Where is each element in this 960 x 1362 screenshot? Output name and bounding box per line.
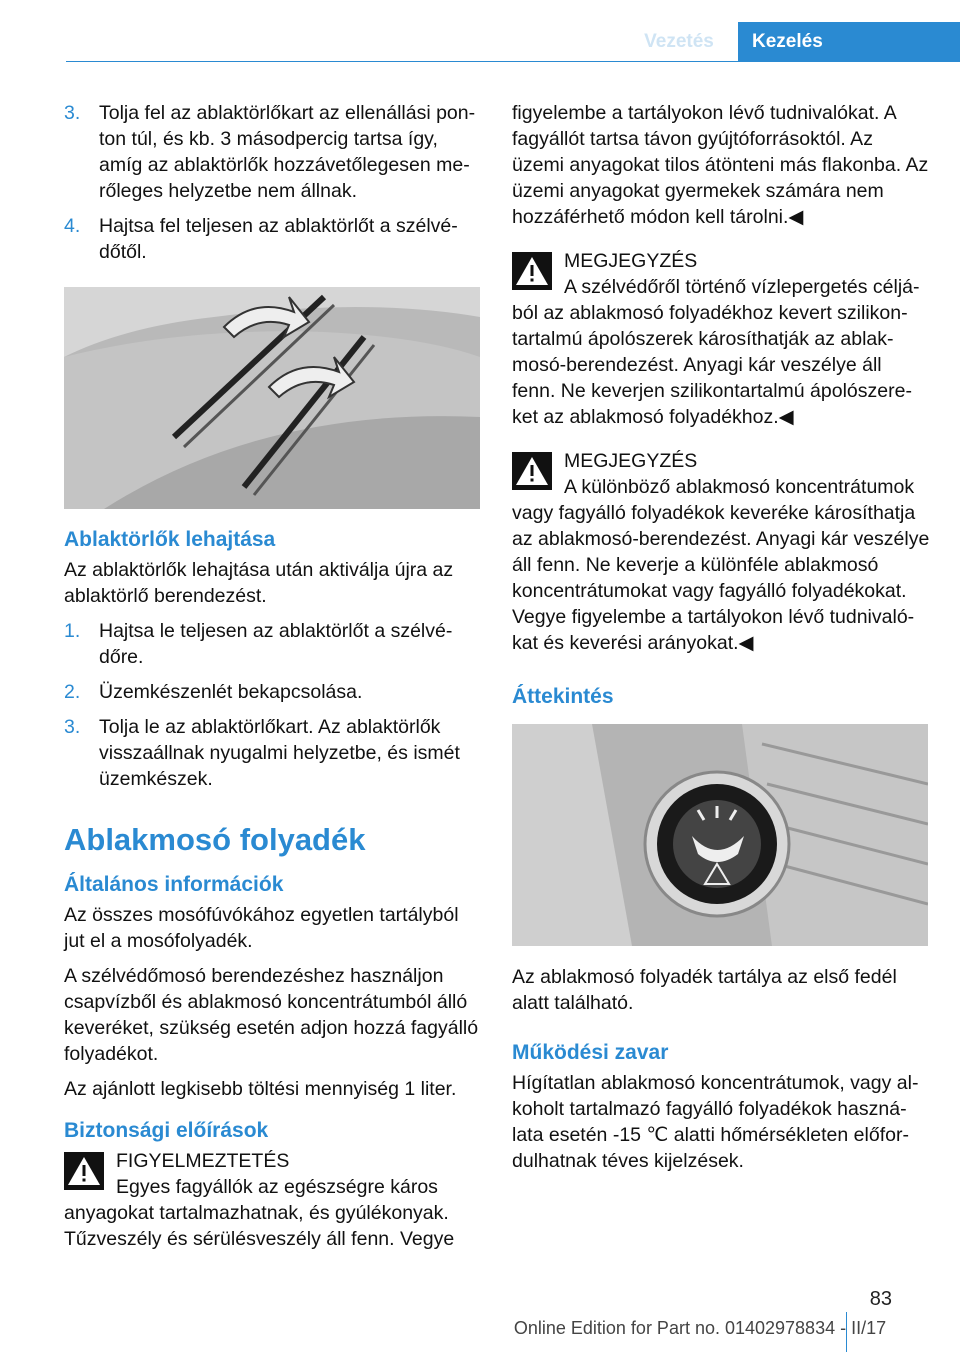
warning-triangle-icon xyxy=(512,252,552,290)
step-number: 1. xyxy=(64,620,81,642)
section-title-safety: Biztonsági előírások xyxy=(64,1119,269,1142)
left-column xyxy=(64,100,479,1252)
warning-text: Egyes fagyállók az egészségre káros anyagokat tartalmazhatnak, és gyúlékonyak. Tűzveszély és sérülésveszély áll fenn. Vegye xyxy=(64,1176,455,1250)
page-number: 83 xyxy=(869,1288,892,1310)
chapter-title: Ablakmosó folyadék xyxy=(64,822,366,857)
wiper-arms-photo xyxy=(64,287,480,509)
step-item xyxy=(64,100,479,204)
step-text: Hajtsa le teljesen az ablaktörlőt a szélvédőre. xyxy=(99,620,453,668)
washer-reservoir-photo xyxy=(512,724,928,946)
note-text: A szélvédőről történő vízlepergetés céljából az ablakmosó folyadékhoz kevert szilikontartalmú ápolószerek károsíthatják az ablakmosó-berendezést. Anyagi kár veszélye áll fenn. Ne keverjen szilikontartalmú ápolószereket az ablakmosó folyadékhoz.◀ xyxy=(512,276,920,428)
note-title: MEGJEGYZÉS xyxy=(564,250,698,272)
step-item xyxy=(64,213,479,265)
step-item xyxy=(64,714,479,792)
step-number: 3. xyxy=(64,102,81,124)
step-text: Üzemkészenlét bekapcsolása. xyxy=(99,681,363,703)
note-title: MEGJEGYZÉS xyxy=(564,450,698,472)
warning-text-continued: figyelembe a tartályokon lévő tudnivalókat. A fagyállót tartsa távon gyújtóforrásoktól. Az üzemi anyagokat tilos átönteni más flakonba. Az üzemi anyagokat gyermekek számára nem hozzáférhető módon kell tárolni.◀ xyxy=(512,102,929,228)
step-text: Tolja le az ablaktörlőkart. Az ablaktörlők visszaállnak nyugalmi helyzetbe, és ismét üzemkészek. xyxy=(99,716,460,790)
header-rule xyxy=(66,61,960,62)
step-number: 2. xyxy=(64,681,81,703)
step-text: Tolja fel az ablaktörlőkart az ellenállási ponton túl, és kb. 3 másodpercig tartsa így, amíg az ablaktörlők hozzávetőlegesen merőleges helyzetbe nem állnak. xyxy=(99,102,476,202)
paragraph: A szélvédőmosó berendezéshez használjon csapvízből és ablakmosó koncentrátumból álló keveréket, szükség esetén adjon hozzá fagyálló folyadékot. xyxy=(64,965,479,1065)
step-item xyxy=(64,618,479,670)
edition-footer: Online Edition for Part no. 01402978834 - II/17 xyxy=(513,1318,887,1338)
tab-vezetes[interactable]: Vezetés xyxy=(644,31,714,52)
tab-kezeles[interactable]: Kezelés xyxy=(738,22,960,62)
note-block xyxy=(512,248,930,430)
right-column xyxy=(512,100,930,1183)
paragraph: Az ablaktörlők lehajtása után aktiválja újra az ablaktörlő berendezést. xyxy=(64,559,454,607)
step-number: 3. xyxy=(64,716,81,738)
paragraph: Hígítatlan ablakmosó koncentrátumok, vagy alkoholt tartalmazó fagyálló folyadékok használata esetén -15 ℃ alatti hőmérsékleten előfordulhatnak téves kijelzések. xyxy=(512,1072,919,1172)
section-title-malfunction: Működési zavar xyxy=(512,1041,669,1064)
step-text: Hajtsa fel teljesen az ablaktörlőt a szélvédőtől. xyxy=(99,215,458,263)
paragraph: Az összes mosófúvókához egyetlen tartályból jut el a mosófolyadék. xyxy=(64,904,459,952)
section-title-wiper-fold: Ablaktörlők lehajtása xyxy=(64,528,276,551)
warning-triangle-icon xyxy=(64,1152,104,1190)
note-block xyxy=(512,448,930,656)
note-text: A különböző ablakmosó koncentrátumok vagy fagyálló folyadékok keveréke károsíthatja az ablakmosó-berendezést. Anyagi kár veszélye áll fenn. Ne keverje a különféle ablakmosó koncentrátumokat vagy fagyálló folyadékokat. Vegye figyelembe a tartályokon lévő tudnivalókat és keverési arányokat.◀ xyxy=(512,476,930,654)
warning-block xyxy=(64,1148,479,1252)
paragraph: Az ajánlott legkisebb töltési mennyiség 1 liter. xyxy=(64,1078,457,1100)
warning-title: FIGYELMEZTETÉS xyxy=(116,1150,290,1172)
photo-caption: Az ablakmosó folyadék tartálya az első fedél alatt található. xyxy=(512,966,897,1014)
warning-triangle-icon xyxy=(512,452,552,490)
section-title-overview: Áttekintés xyxy=(512,685,614,708)
step-item xyxy=(64,679,479,705)
section-title-general: Általános információk xyxy=(64,873,284,896)
step-number: 4. xyxy=(64,215,81,237)
